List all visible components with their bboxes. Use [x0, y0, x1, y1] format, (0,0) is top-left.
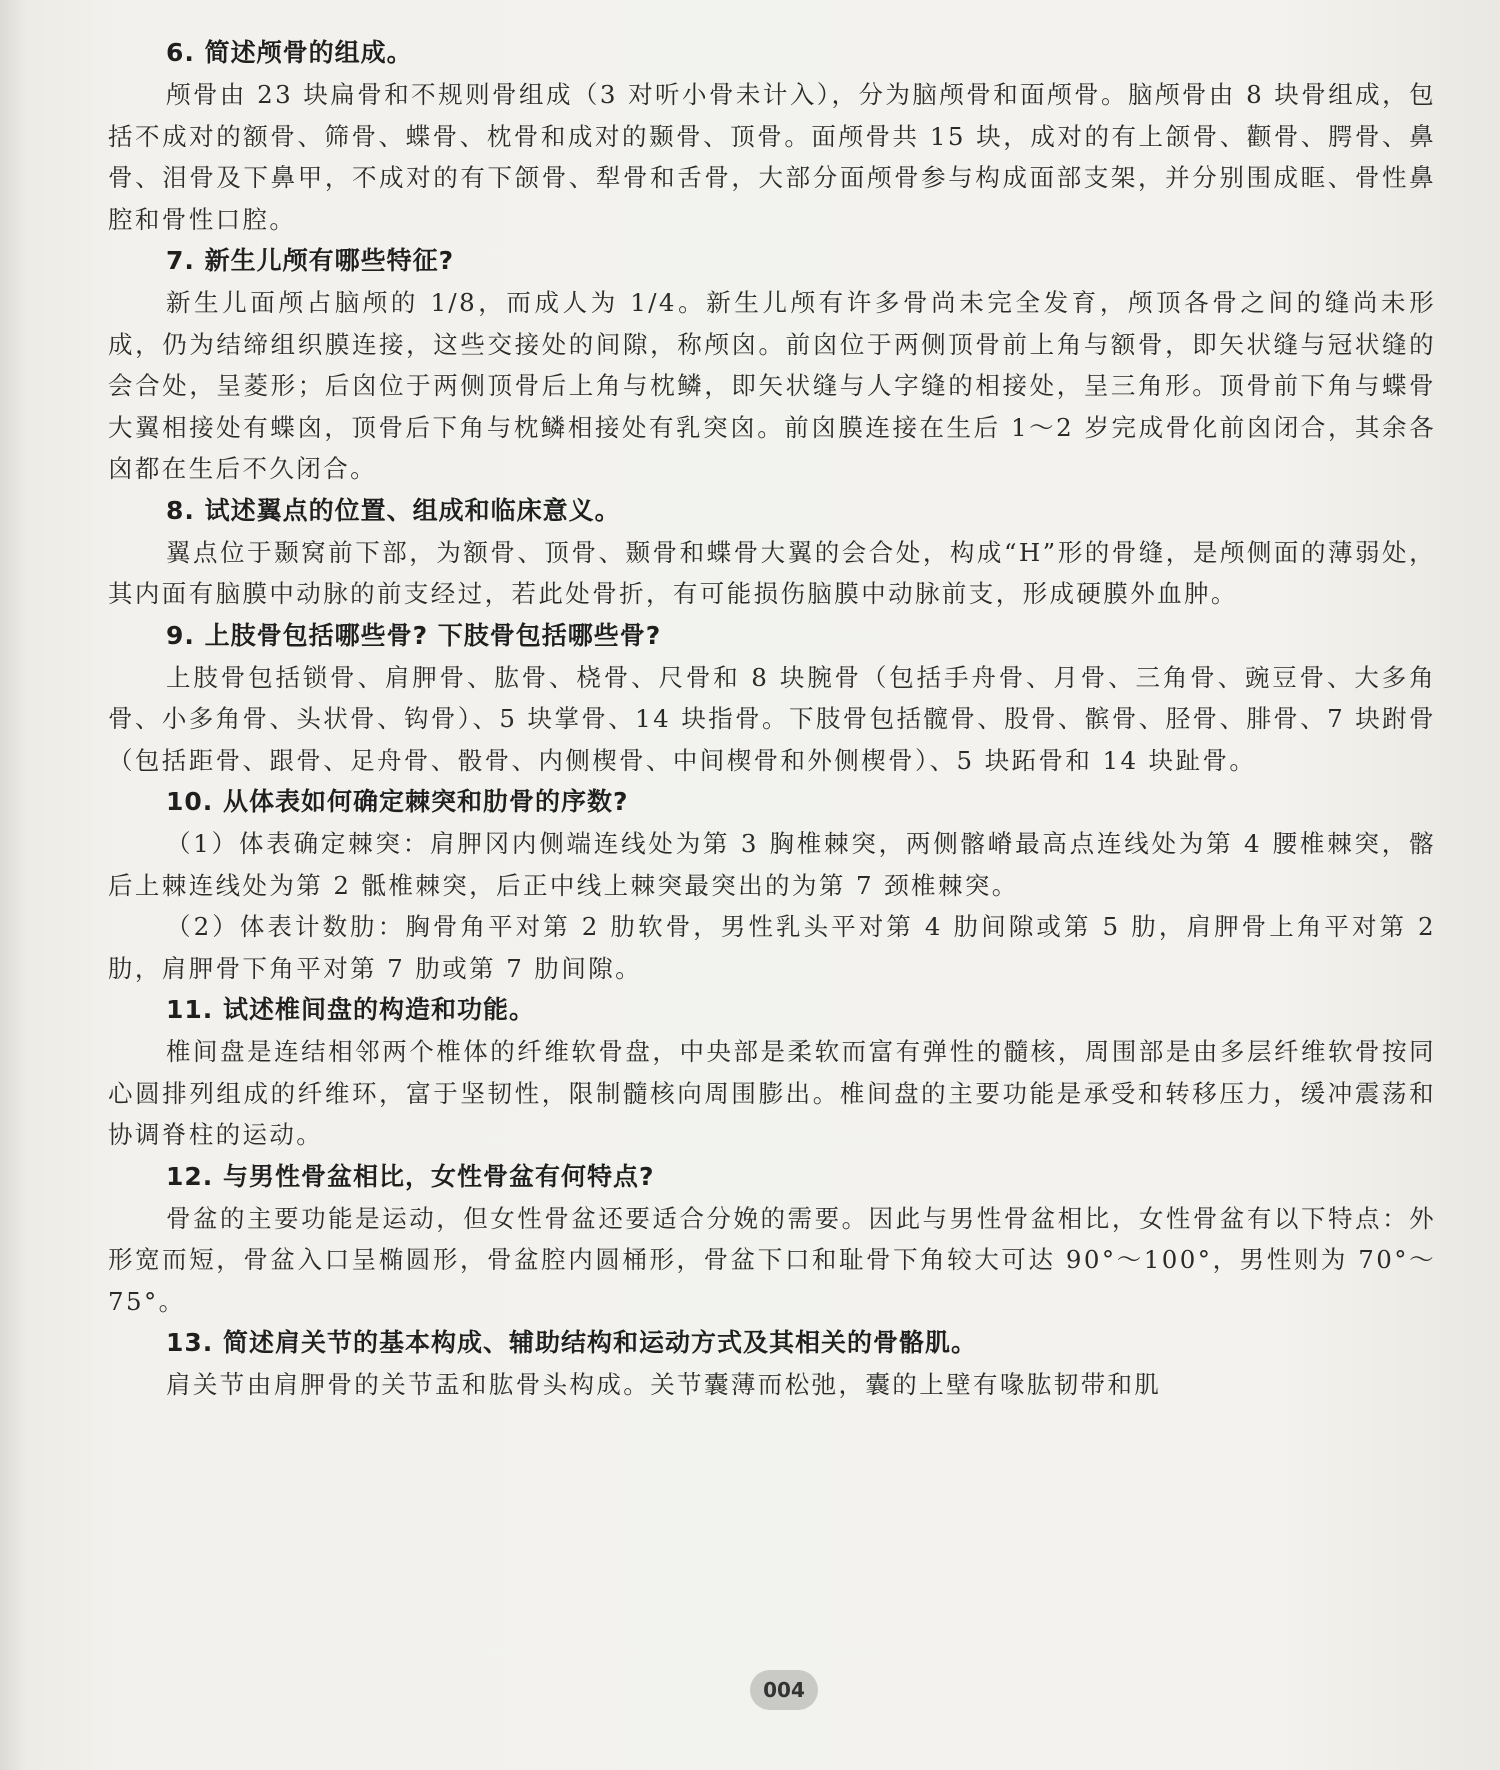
answer-paragraph: 新生儿面颅占脑颅的 1/8，而成人为 1/4。新生儿颅有许多骨尚未完全发育，颅顶各骨之间的缝尚未形成，仍为结缔组织膜连接，这些交接处的间隙，称颅囟。前囟位于两侧顶骨前上角与额骨，即矢状缝与冠状缝的会合处，呈菱形；后囟位于两侧顶骨后上角与枕鳞，即矢状缝与人字缝的相接处，呈三角形。顶骨前下角与蝶骨大翼相接处有蝶囟，顶骨后下角与枕鳞相接处有乳突囟。前囟膜连接在生后 1～2 岁完成骨化前囟闭合，其余各囟都在生后不久闭合。 [108, 288, 1436, 483]
answer-paragraph: （1）体表确定棘突：肩胛冈内侧端连线处为第 3 胸椎棘突，两侧髂嵴最高点连线处为第 4 腰椎棘突，髂后上棘连线处为第 2 骶椎棘突，后正中线上棘突最突出的为第 7 颈椎棘突。 [108, 829, 1436, 900]
answer-paragraph: 骨盆的主要功能是运动，但女性骨盆还要适合分娩的需要。因此与男性骨盆相比，女性骨盆有以下特点：外形宽而短，骨盆入口呈椭圆形，骨盆腔内圆桶形，骨盆下口和耻骨下角较大可达 90°～100°，男性则为 70°～75°。 [108, 1203, 1436, 1316]
question-title: 11. 试述椎间盘的构造和功能。 [166, 995, 535, 1024]
answer-paragraph: 上肢骨包括锁骨、肩胛骨、肱骨、桡骨、尺骨和 8 块腕骨（包括手舟骨、月骨、三角骨、豌豆骨、大多角骨、小多角骨、头状骨、钩骨）、5 块掌骨、14 块指骨。下肢骨包括髋骨、股骨、髌骨、胫骨、腓骨、7 块跗骨（包括距骨、跟骨、足舟骨、骰骨、内侧楔骨、中间楔骨和外侧楔骨）、5 块跖骨和 14 块趾骨。 [108, 662, 1436, 775]
answer-paragraph: （2）体表计数肋：胸骨角平对第 2 肋软骨，男性乳头平对第 4 肋间隙或第 5 肋，肩胛骨上角平对第 2 肋，肩胛骨下角平对第 7 肋或第 7 肋间隙。 [108, 912, 1436, 983]
question-13 [108, 1322, 1436, 1406]
question-title: 13. 简述肩关节的基本构成、辅助结构和运动方式及其相关的骨骼肌。 [166, 1328, 977, 1357]
page-number-badge: 004 [750, 1670, 818, 1710]
answer-paragraph: 椎间盘是连结相邻两个椎体的纤维软骨盘，中央部是柔软而富有弹性的髓核，周围部是由多层纤维软骨按同心圆排列组成的纤维环，富于坚韧性，限制髓核向周围膨出。椎间盘的主要功能是承受和转移压力，缓冲震荡和协调脊柱的运动。 [108, 1037, 1436, 1149]
question-9 [108, 615, 1436, 782]
question-11 [108, 989, 1436, 1156]
question-12 [108, 1156, 1436, 1323]
question-title: 6. 简述颅骨的组成。 [166, 38, 413, 67]
question-title: 12. 与男性骨盆相比，女性骨盆有何特点? [166, 1161, 655, 1191]
question-title: 10. 从体表如何确定棘突和肋骨的序数? [166, 787, 629, 816]
answer-paragraph: 颅骨由 23 块扁骨和不规则骨组成（3 对听小骨未计入），分为脑颅骨和面颅骨。脑颅骨由 8 块骨组成，包括不成对的额骨、筛骨、蝶骨、枕骨和成对的颞骨、顶骨。面颅骨共 15 块，成对的有上颌骨、颧骨、腭骨、鼻骨、泪骨及下鼻甲，不成对的有下颌骨、犁骨和舌骨，大部分面颅骨参与构成面部支架，并分别围成眶、骨性鼻腔和骨性口腔。 [108, 80, 1436, 234]
answer-paragraph: 翼点位于颞窝前下部，为额骨、顶骨、颞骨和蝶骨大翼的会合处，构成“H”形的骨缝，是颅侧面的薄弱处，其内面有脑膜中动脉的前支经过，若此处骨折，有可能损伤脑膜中动脉前支，形成硬膜外血肿。 [108, 537, 1436, 608]
question-6 [108, 32, 1436, 240]
page-gutter-shadow [0, 0, 26, 1770]
question-title: 8. 试述翼点的位置、组成和临床意义。 [166, 495, 621, 525]
question-8 [108, 490, 1436, 615]
question-title: 7. 新生儿颅有哪些特征? [166, 246, 455, 275]
question-7 [108, 240, 1436, 490]
answer-paragraph: 肩关节由肩胛骨的关节盂和肱骨头构成。关节囊薄而松弛，囊的上壁有喙肱韧带和肌 [166, 1370, 1162, 1399]
question-10 [108, 781, 1436, 989]
question-title: 9. 上肢骨包括哪些骨? 下肢骨包括哪些骨? [166, 620, 662, 650]
